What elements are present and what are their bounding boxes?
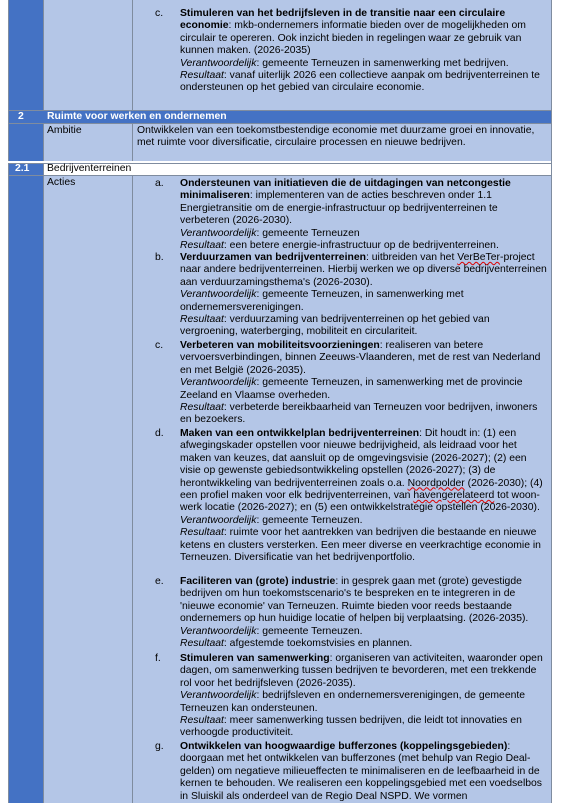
resultaat-text: : verbeterde bereikbaarheid van Terneuzen voor bedrijven, inwoners en bezoekers. (180, 402, 538, 426)
verantwoordelijk-text: : bedrijfsleven en ondernemersverenigingen, de gemeente Terneuzen kan ondersteunen. (180, 690, 526, 714)
verantwoordelijk-text: : gemeente Terneuzen, in samenwerking met ondernemersverenigingen. (180, 289, 464, 313)
item-text: : Dit houdt in: (1) een afwegingskader opstellen voor nieuwe bedrijvigheid, als leidraad voor het maken van keuzes, dat aansluit op de omgevingsvisie (2026-2027); (2) een visie op gewenste gebiedsontwikkeling opstellen (2026-2027); (3) de herontwikkeling van bedrijventerreinen zoals o.a. (180, 428, 527, 489)
verantwoordelijk-label: Verantwoordelijk (180, 514, 257, 526)
acties-label: Acties (47, 177, 76, 188)
item-title: Stimuleren van het bedrijfsleven in de transitie naar een circulaire economie (180, 8, 506, 32)
verantwoordelijk-label: Verantwoordelijk (180, 227, 257, 239)
item-title: Stimuleren van samenwerking (180, 653, 330, 664)
item-text: : in gesprek gaan met (grote) gevestigde bedrijven om hun toekomstscenario's te bespreken en te integreren in de 'nieuwe economie' van Terneuzen. Ruimte bieden voor reeds bestaande ondernemers op hun huidige locatie of helpen bij verplaatsing. (2026-2035). (180, 576, 529, 625)
item-text: : realiseren van betere vervoersverbindingen, binnen Zeeuws-Vlaanderen, met de rest van Nederland en met België (2026-2035). (180, 340, 541, 376)
item-letter: c. (155, 8, 164, 19)
resultaat-text: : een betere energie-infrastructuur op de bedrijventerreinen. (223, 240, 499, 252)
verantwoordelijk-text: : gemeente Terneuzen. (256, 514, 363, 526)
section-2-number-cell (8, 123, 43, 161)
item-text: : organiseren van activiteiten, waaronder open dagen, om samenwerking tussen bedrijven te bevorderen, met een trekkende rol voor het bedrijfsleven (2026-2035). (180, 653, 543, 689)
item-letter: c. (155, 340, 164, 351)
item-title: Faciliteren van (grote) industrie (180, 576, 336, 587)
item-text: VerBeTer (457, 252, 500, 263)
ambitie-label: Ambitie (47, 125, 82, 136)
item-title: Ondersteunen van initiatieven die de uitdagingen van netcongestie minimaliseren (180, 178, 511, 202)
verantwoordelijk-text: : gemeente Terneuzen (256, 227, 360, 239)
item-text: havengerelateerd (413, 490, 495, 502)
verantwoordelijk-label: Verantwoordelijk (180, 625, 257, 637)
resultaat-text: : verduurzaming van bedrijventerreinen op het gebied van vergroening, waterberging, mobiliteit en circulariteit. (180, 314, 490, 338)
col-divider (43, 123, 44, 803)
table-border-right (551, 0, 552, 803)
item-text: : implementeren van de acties beschreven onder 1.1 Energietransitie om de energie-infrastructuur op bedrijventerreinen te verbeteren (2026-2030). (180, 190, 498, 227)
verantwoordelijk-label: Verantwoordelijk (180, 377, 257, 389)
resultaat-label: Resultaat (180, 240, 224, 252)
item-text: -project naar andere bedrijventerreinen. Hierbij werken we op diverse bedrijventerreinen aan verduurzamingsthema's (2026-2030). (180, 252, 547, 288)
resultaat-text: : meer samenwerking tussen bedrijven, die leidt tot innovaties en verhoogde productiviteit. (180, 715, 522, 739)
ambitie-text: Ontwikkelen van een toekomstbestendige economie met duurzame groei en innovatie, met ruimte voor diversificatie, circulaire processen en nieuwe bedrijven. (137, 125, 535, 149)
item-letter: d. (155, 428, 164, 439)
row-divider (8, 175, 551, 176)
section-21-blue-cell (8, 175, 43, 803)
col-divider (132, 123, 133, 161)
item-title: Verbeteren van mobiliteitsvoorzieningen (180, 340, 380, 351)
resultaat-label: Resultaat (180, 527, 224, 539)
item-letter: a. (155, 178, 164, 189)
col-divider (132, 175, 133, 803)
verantwoordelijk-text: : gemeente Terneuzen in samenwerking met bedrijven. (256, 57, 509, 69)
item-title: Verduurzamen van bedrijventerreinen (180, 252, 366, 263)
subsection-title: Bedrijventerreinen (47, 163, 132, 174)
verantwoordelijk-text: : gemeente Terneuzen, in samenwerking met de provincie Zeeland en Vlaamse overheden. (180, 377, 523, 401)
item-text: Noordpolder (407, 477, 465, 489)
acties-label-cell (43, 175, 132, 803)
verantwoordelijk-label: Verantwoordelijk (180, 690, 257, 702)
resultaat-label: Resultaat (180, 314, 224, 326)
item-text: tot woon-werk locatie (2026-2027); en (5) een ontwikkelstrategie opstellen (2026-2030). (180, 490, 540, 514)
top-number-cell (8, 0, 43, 110)
top-label-cell (43, 0, 132, 110)
col-divider (132, 0, 133, 110)
item-text: : doorgaan met het ontwikkelen van bufferzones (met behulp van Regio Deal-gelden) om negatieve milieueffecten te minimaliseren en de leefbaarheid in de kernen te behouden. We realiseren een koppelingsgebied met een voedselbos in Sluiskil als onderdeel van de Regio Deal NSPD. We vormen (180, 741, 543, 802)
col-divider (43, 0, 44, 110)
resultaat-text: : afgestemde toekomstvisies en plannen. (223, 638, 413, 650)
resultaat-label: Resultaat (180, 638, 224, 650)
item-letter: g. (155, 741, 164, 752)
section-title: Ruimte voor werken en ondernemen (47, 111, 227, 122)
verantwoordelijk-label: Verantwoordelijk (180, 57, 257, 69)
item-title: Ontwikkelen van hoogwaardige bufferzones (koppelingsgebieden) (180, 741, 508, 752)
verantwoordelijk-label: Verantwoordelijk (180, 289, 257, 301)
item-letter: b. (155, 252, 164, 263)
item-letter: e. (155, 576, 164, 587)
verantwoordelijk-text: : gemeente Terneuzen. (256, 625, 363, 637)
section-number: 2 (18, 111, 24, 122)
subsection-number: 2.1 (15, 163, 30, 174)
item-title: Maken van een ontwikkelplan bedrijventerreinen (180, 428, 420, 439)
row-divider (8, 123, 551, 124)
item-text: (2026-2030); (4) een profiel maken voor elk bedrijventerreinen, van (180, 477, 543, 502)
resultaat-label: Resultaat (180, 715, 224, 727)
item-text: : mkb-ondernemers informatie bieden over de mogelijkheden om circulair te opereren. Ook inzicht bieden in regelingen waar ze gebruik van kunnen maken. (2026-2035) (180, 20, 526, 57)
resultaat-label: Resultaat (180, 70, 224, 82)
item-letter: f. (155, 653, 161, 664)
resultaat-label: Resultaat (180, 402, 224, 414)
item-text: : uitbreiden van het (365, 252, 458, 263)
resultaat-text: : ruimte voor het aantrekken van bedrijven die bestaande en nieuwe ketens en clusters versterken. Een meer diverse en veerkrachtige economie in Terneuzen. Diversificatie van het bedrijvenportfolio. (180, 527, 541, 564)
resultaat-text: : vanaf uiterlijk 2026 een collectieve aanpak om bedrijventerreinen te ondersteunen op het gebied van circulaire economie. (180, 70, 540, 94)
